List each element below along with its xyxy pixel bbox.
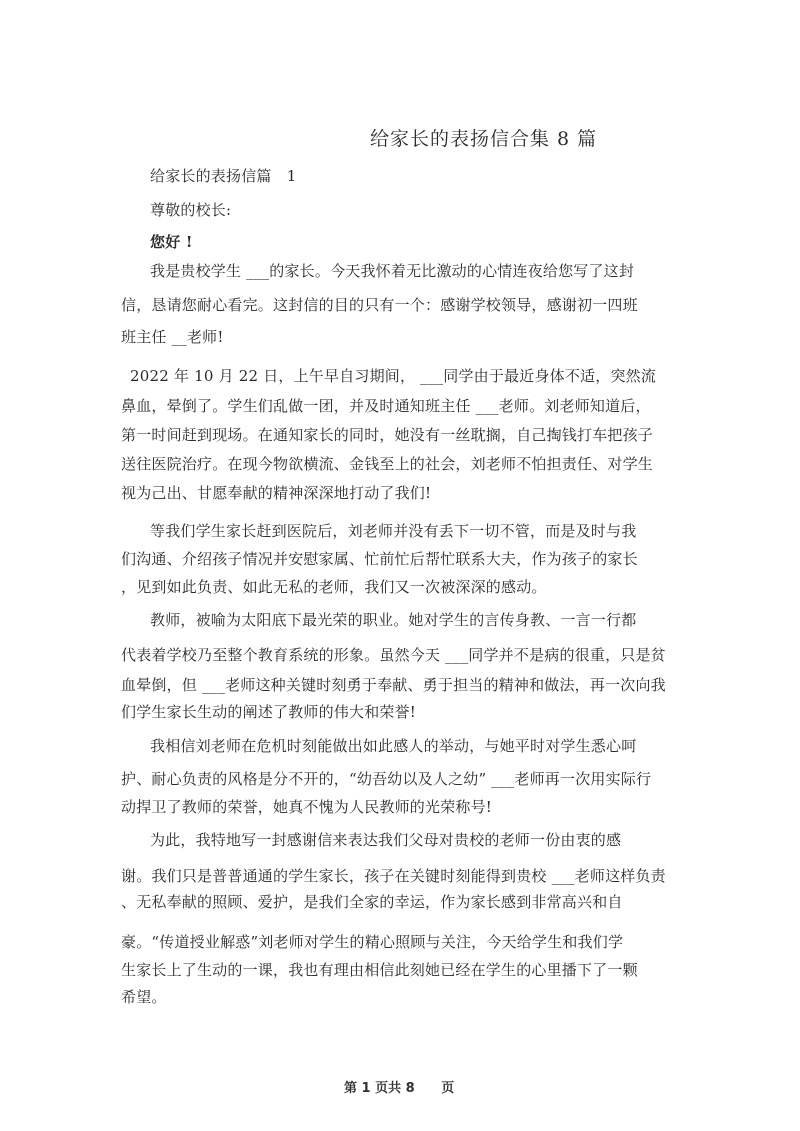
document-title: 给家长的表扬信合集 8 篇 xyxy=(370,128,598,150)
page-footer xyxy=(344,1080,454,1098)
page-number-label: 第 1 页共 8 xyxy=(344,1081,415,1096)
body-line: 我相信刘老师在危机时刻能做出如此感人的举动，与她平时对学生悉心呵 xyxy=(150,737,637,755)
body-line: 送往医院治疗。在现今物欲横流、金钱至上的社会，刘老师不怕担责任、对学生 xyxy=(121,455,654,473)
body-line: 班主任 __老师! xyxy=(121,328,224,346)
body-line: 等我们学生家长赶到医院后，刘老师并没有丢下一切不管，而是及时与我 xyxy=(150,522,637,540)
page-number-suffix: 页 xyxy=(441,1081,455,1096)
body-line: 2022 年 10 月 22 日，上午早自习期间， ___同学由于最近身体不适，突然流 xyxy=(130,367,657,385)
letter-heading: 给家长的表扬信篇 1 xyxy=(150,167,297,185)
body-line: ，见到如此负责、如此无私的老师，我们又一次被深深的感动。 xyxy=(121,578,547,596)
body-line: 视为己出、甘愿奉献的精神深深地打动了我们! xyxy=(121,484,432,502)
body-line: 生家长上了生动的一课，我也有理由相信此刻她已经在学生的心里播下了一颗 xyxy=(121,961,638,979)
body-line: 教师，被喻为太阳底下最光荣的职业。她对学生的言传身教、一言一行都 xyxy=(150,611,637,629)
body-line: 护、耐心负责的风格是分不开的，“幼吾幼以及人之幼” ___老师再一次用实际行 xyxy=(121,770,652,788)
body-line: 代表着学校乃至整个教育系统的形象。虽然今天 ___同学并不是病的很重，只是贫 xyxy=(121,646,666,664)
greeting: 您好 ! xyxy=(150,233,193,251)
body-line: 、无私奉献的照顾、爱护，是我们全家的幸运，作为家长感到非常高兴和自 xyxy=(121,893,623,911)
body-line: 希望。 xyxy=(121,988,167,1006)
body-line: 第一时间赶到现场。在通知家长的同时，她没有一丝耽搁，自己掏钱打车把孩子 xyxy=(121,426,654,444)
body-line: 们沟通、介绍孩子情况并安慰家属、忙前忙后帮忙联系大夫，作为孩子的家长 xyxy=(121,550,638,568)
body-line: 谢。我们只是普普通通的学生家长，孩子在关键时刻能得到贵校 ___老师这样负责 xyxy=(121,867,666,885)
body-line: 我是贵校学生 ___的家长。今天我怀着无比激动的心情连夜给您写了这封 xyxy=(150,262,635,280)
body-line: 为此，我特地写一封感谢信来表达我们父母对贵校的老师一份由衷的感 xyxy=(150,831,622,849)
body-line: 信，恳请您耐心看完。这封信的目的只有一个：感谢学校领导，感谢初一四班 xyxy=(121,296,638,314)
body-line: 鼻血，晕倒了。学生们乱做一团，并及时通知班主任 ___老师。刘老师知道后， xyxy=(121,397,651,415)
body-line: 们学生家长生动的阐述了教师的伟大和荣誉! xyxy=(121,703,417,721)
body-line: 豪。“传道授业解惑”刘老师对学生的精心照顾与关注，今天给学生和我们学 xyxy=(121,933,624,951)
body-line: 血晕倒，但 ___老师这种关键时刻勇于奉献、勇于担当的精神和做法，再一次向我 xyxy=(121,676,666,694)
salutation: 尊敬的校长: xyxy=(150,201,232,219)
body-line: 动捍卫了教师的荣誉，她真不愧为人民教师的光荣称号! xyxy=(121,798,493,816)
